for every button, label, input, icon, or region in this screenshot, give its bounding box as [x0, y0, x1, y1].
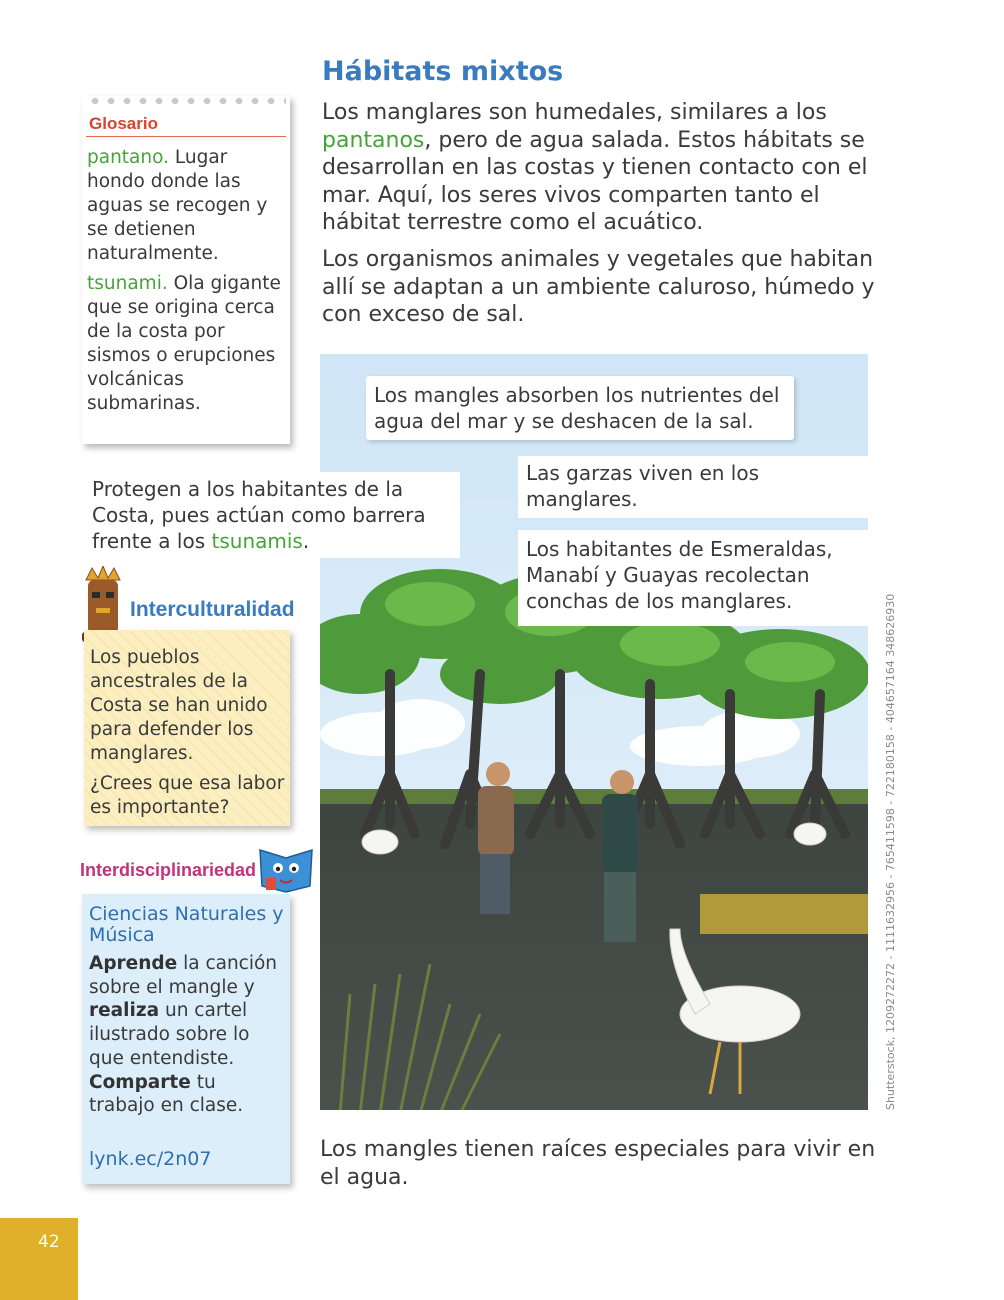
highlight-pantanos: pantanos: [322, 127, 425, 153]
page-number: 42: [38, 1232, 60, 1252]
interculturalidad-body: [90, 646, 290, 826]
keyword-realiza: realiza: [89, 1000, 160, 1022]
glossary-divider: [86, 136, 286, 137]
callout-collectors: Los habitantes de Esmeraldas, Manabí y Guayas recolectan conchas de los manglares.: [518, 530, 868, 626]
resource-link[interactable]: lynk.ec/2n07: [89, 1148, 212, 1170]
glossary-body: [87, 146, 283, 422]
paragraph-2: Los organismos animales y vegetales que habitan allí se adaptan a un ambiente caluroso, húmedo y con exceso de sal.: [322, 247, 875, 327]
glossary-entry-tsunami: [87, 272, 283, 416]
glossary-card: [82, 96, 290, 444]
paragraph-1-text-end: , pero de agua salada. Estos hábitats se desarrollan en las costas y tienen contacto con el mar. Aquí, los seres vivos comparten tanto el hábitat terrestre como el acuático.: [322, 127, 868, 235]
interdisciplinariedad-body: [89, 952, 284, 1118]
interdisciplinariedad-card: [82, 894, 290, 1184]
keyword-aprende: Aprende: [89, 953, 178, 974]
callout-protect-text: Protegen a los habitantes de la Costa, pues actúan como barrera frente a los: [92, 477, 426, 553]
glossary-definition: Ola gigante que se origina cerca de la costa por sismos o erupciones volcánicas submarinas.: [87, 273, 281, 414]
callout-nutrients: Los mangles absorben los nutrientes del agua del mar y se deshacen de la sal.: [366, 376, 794, 440]
glossary-term: tsunami.: [87, 273, 168, 294]
callout-protect: [82, 472, 460, 558]
paragraph-1-text: Los manglares son humedales, similares a los: [322, 100, 827, 125]
interdisciplinariedad-subject: Ciencias Naturales y Música: [89, 903, 284, 946]
glossary-entry-pantano: [87, 146, 283, 266]
image-credit: Shutterstock, 1209272272 - 1111632956 - 765411598 - 722180158 - 404657164 348626930: [884, 593, 897, 1110]
notebook-spiral: [90, 96, 286, 106]
keyword-comparte: Comparte: [89, 1071, 191, 1093]
interculturalidad-title: Interculturalidad: [130, 598, 295, 621]
callout-herons: Las garzas viven en los manglares.: [518, 456, 868, 518]
page-number-tab: [0, 1218, 78, 1300]
paragraph-1: [322, 99, 878, 237]
body-text: la canción sobre el mangle y: [89, 953, 278, 998]
callout-protect-end: .: [302, 529, 310, 553]
interculturalidad-question: ¿Crees que esa labor es importante?: [90, 773, 285, 818]
highlight-tsunamis: tsunamis: [211, 529, 303, 553]
book-mascot-icon: [256, 842, 316, 894]
interculturalidad-text: Los pueblos ancestrales de la Costa se han unido para defender los manglares.: [90, 647, 268, 764]
body-text: tu trabajo en clase.: [89, 1071, 244, 1117]
glossary-term: pantano.: [87, 147, 169, 168]
glossary-definition: Lugar hondo donde las aguas se recogen y se detienen naturalmente.: [87, 147, 268, 264]
person-figure: [602, 770, 638, 942]
interdisciplinariedad-title: Interdisciplinariedad: [80, 860, 257, 880]
section-heading: Hábitats mixtos: [322, 56, 564, 87]
body-text: un cartel ilustrado sobre lo que entendiste.: [89, 1000, 250, 1069]
glossary-title: Glosario: [89, 114, 158, 133]
illustration-caption: Los mangles tienen raíces especiales para vivir en el agua.: [320, 1137, 876, 1190]
interculturalidad-card: [84, 630, 290, 826]
